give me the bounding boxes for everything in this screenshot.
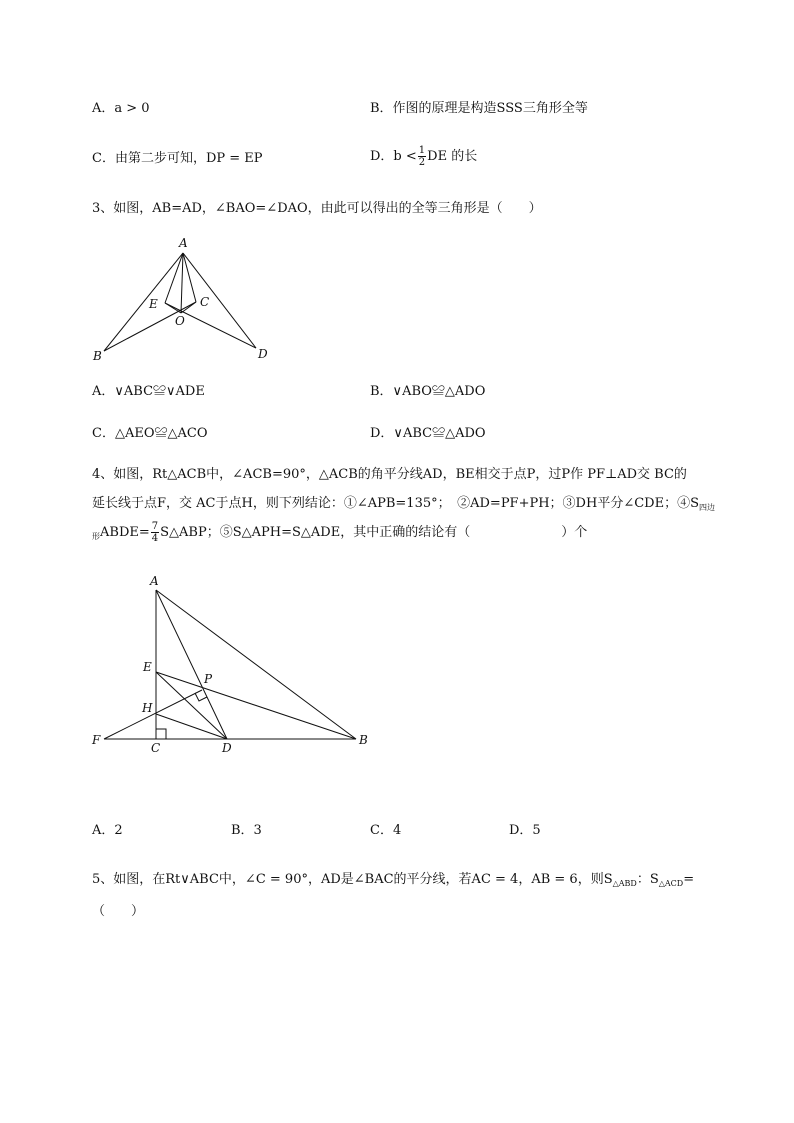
q5-sub-acd: △ACD [658,879,684,888]
q4-stem-line2-text: 延长线于点F，交 AC于点H，则下列结论：①∠APB=135°； ②AD=PF+PH；③DH平分∠CDE；④S [92,496,699,511]
q3-stem: 3、如图，AB=AD，∠BAO=∠DAO，由此可以得出的全等三角形是（ ） [92,201,542,216]
fraction-numerator: 7 [151,521,159,532]
q4-option-a: A．2 [92,823,123,838]
q4-option-c: C．4 [370,823,402,838]
q3-option-b: B．∨ABO≌△ADO [370,384,486,399]
q3-label-c: C [200,295,210,309]
q2-option-b: B．作图的原理是构造SSS三角形全等 [370,101,588,116]
q4-stem-line1: 4、如图，Rt△ACB中，∠ACB=90°，△ACB的角平分线AD，BE相交于点P，过P作 PF⊥AD交 BC的 [92,467,687,482]
q5-sub-abd: △ABD [612,879,637,888]
q3-option-a: A．∨ABC≌∨ADE [92,384,205,399]
q5-colon: ：S [636,872,659,887]
q4-label-f: F [92,733,101,747]
q4-stem-line2-sub: 四边 [698,503,715,512]
q4-option-b: B．3 [231,823,262,838]
q4-label-a: A [150,574,159,588]
q4-stem-line3-pre: 形 [92,532,100,541]
q3-label-b: B [93,349,102,363]
fraction-denominator: 2 [418,157,426,168]
q4-label-p: P [204,672,213,686]
q3-label-o: O [175,314,185,328]
q2-option-d-post: DE 的长 [427,149,478,164]
q4-label-b: B [359,733,368,747]
q2-option-a: A．a > 0 [92,101,150,116]
fraction-denominator: 4 [151,533,159,544]
q2-option-c: C．由第二步可知，DP = EP [92,151,263,166]
q5-equals: = [683,872,695,887]
q4-label-h: H [142,701,153,715]
q3-option-d: D．∨ABC≌△ADO [370,426,486,441]
q3-label-e: E [149,297,158,311]
q4-stem-line3-post: S△ABP；⑤S△APH=S△ADE，其中正确的结论有（ ）个 [160,525,588,540]
q4-label-e: E [143,660,152,674]
q4-label-d: D [222,741,232,755]
q4-label-c: C [151,741,161,755]
q2-option-d-pre: D．b < [370,149,417,164]
q5-stem-text: 5、如图，在Rt∨ABC中，∠C = 90°，AD是∠BAC的平分线，若AC = 4，AB = 6，则S [92,872,613,887]
q4-stem-line3-mid: ABDE= [100,525,150,540]
q3-label-a: A [179,236,188,250]
q5-stem-line2: （ ） [92,904,145,919]
q4-option-d: D．5 [509,823,541,838]
fraction-numerator: 1 [418,145,426,156]
q5-stem-line1 [92,870,694,894]
q3-label-d: D [258,347,268,361]
q3-option-c: C．△AEO≌△ACO [92,426,208,441]
